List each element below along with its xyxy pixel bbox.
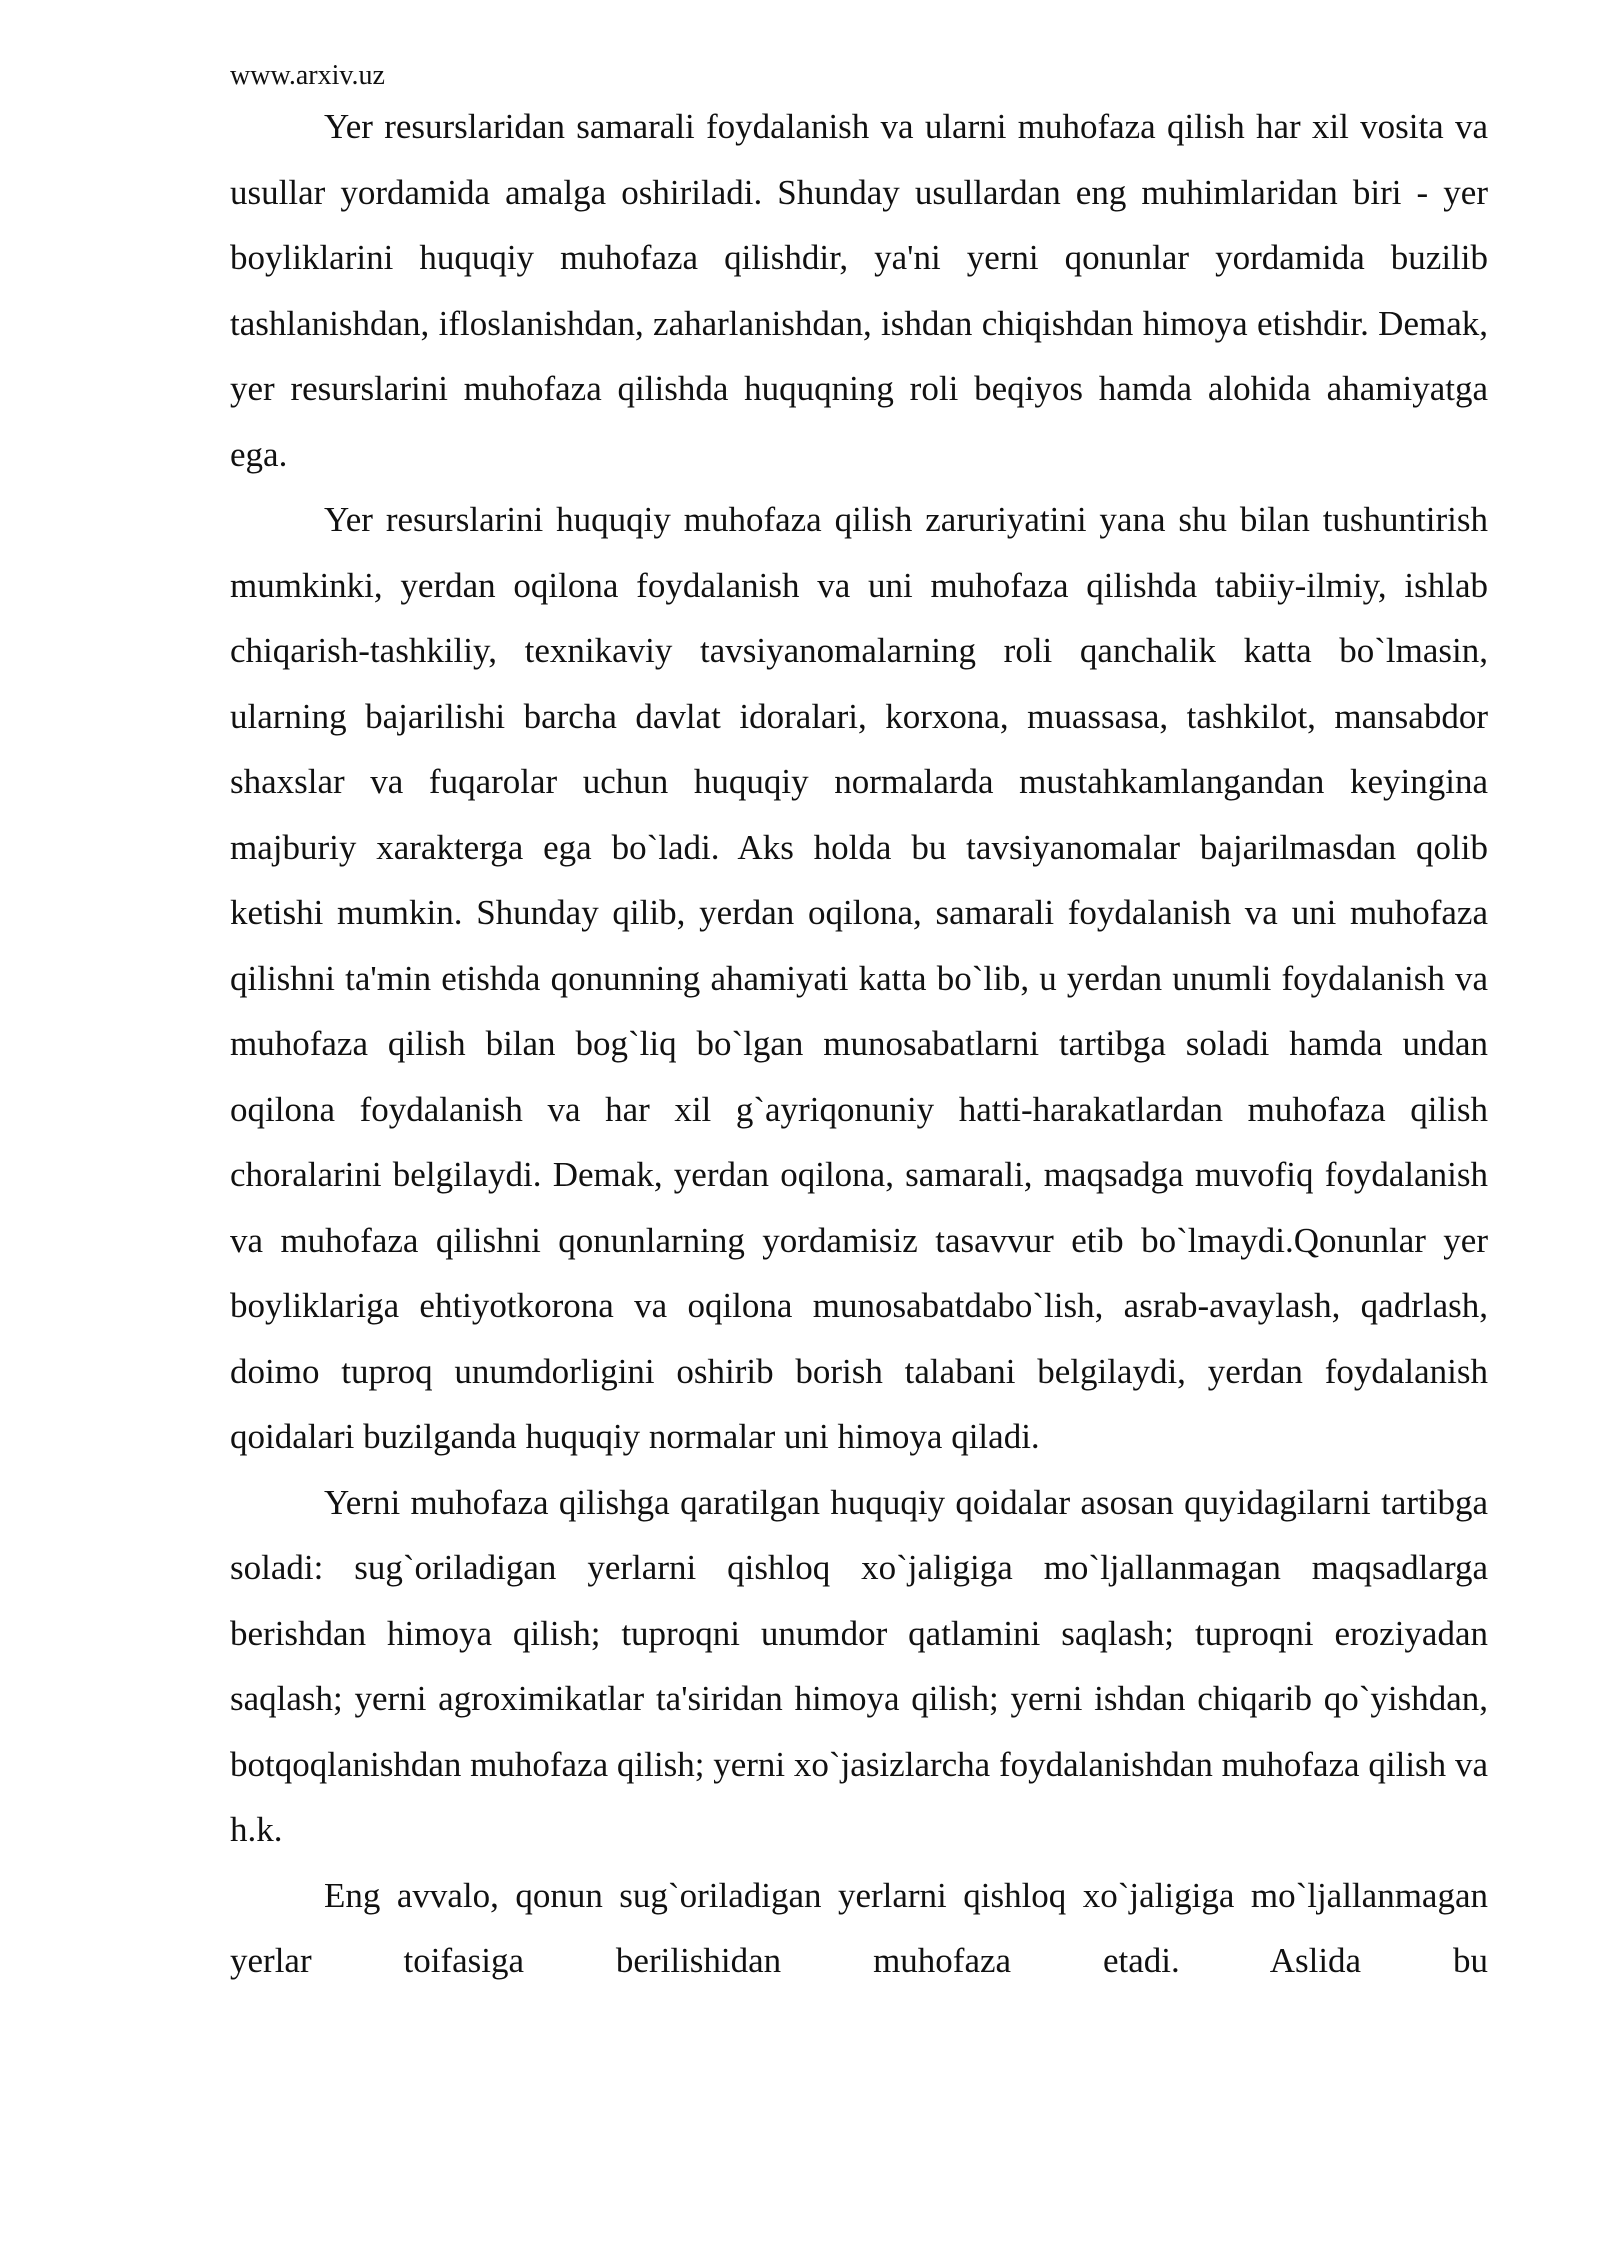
paragraph-4: Eng avvalo, qonun sug`oriladigan yerlarni qishloq xo`jaligiga mo`ljallanmagan yerlar toifasiga berilishidan muhofaza etadi. Aslida bu	[230, 1875, 1488, 1980]
paragraph-3: Yerni muhofaza qilishga qaratilgan huquqiy qoidalar asosan quyidagilarni tartibga soladi: sug`oriladigan yerlarni qishloq xo`jaligiga mo`ljallanmagan maqsadlarga berishdan himoya qilish; tuproqni unumdor qatlamini saqlash; tuproqni eroziyadan saqlash; yerni agroximikatlar ta'siridan himoya qilish; yerni ishdan chiqarib qo`yishdan, botqoqlanishdan muhofaza qilish; yerni xo`jasizlarcha foydalanishdan muhofaza qilish va h.k.	[230, 1482, 1488, 1849]
paragraph-2: Yer resurslarini huquqiy muhofaza qilish zaruriyatini yana shu bilan tushuntirish mumkinki, yerdan oqilona foydalanish va uni muhofaza qilishda tabiiy-ilmiy, ishlab chiqarish-tashkiliy, texnikaviy tavsiyanomalarning roli qanchalik katta bo`lmasin, ularning bajarilishi barcha davlat idoralari, korxona, muassasa, tashkilot, mansabdor shaxslar va fuqarolar uchun huquqiy normalarda mustahkamlangandan keyingina majburiy xarakterga ega bo`ladi. Aks holda bu tavsiyanomalar bajarilmasdan qolib ketishi mumkin. Shunday qilib, yerdan oqilona, samarali foydalanish va uni muhofaza qilishni ta'min etishda qonunning ahamiyati katta bo`lib, u yerdan unumli foydalanish va muhofaza qilish bilan bog`liq bo`lgan munosabatlarni tartibga soladi hamda undan oqilona foydalanish va har xil g`ayriqonuniy hatti-harakatlardan muhofaza qilish choralarini belgilaydi. Demak, yerdan oqilona, samarali, maqsadga muvofiq foydalanish va muhofaza qilishni qonunlarning yordamisiz tasavvur etib bo`lmaydi.Qonunlar yer boyliklariga ehtiyotkorona va oqilona munosabatdabo`lish, asrab-avaylash, qadrlash, doimo tuproq unumdorligini oshirib borish talabani belgilaydi, yerdan foydalanish qoidalari buzilganda huquqiy normalar uni himoya qiladi.	[230, 500, 1488, 1456]
paragraph-1: Yer resurslaridan samarali foydalanish va ularni muhofaza qilish har xil vosita va usullar yordamida amalga oshiriladi. Shunday usullardan eng muhimlaridan biri - yer boyliklarini huquqiy muhofaza qilishdir, ya'ni yerni qonunlar yordamida buzilib tashlanishdan, ifloslanishdan, zaharlanishdan, ishdan chiqishdan himoya etishdir. Demak, yer resurslarini muhofaza qilishda huquqning roli beqiyos hamda alohida ahamiyatga ega.	[230, 107, 1488, 474]
site-url-header: www.arxiv.uz	[230, 60, 385, 91]
document-body	[230, 94, 1488, 1994]
